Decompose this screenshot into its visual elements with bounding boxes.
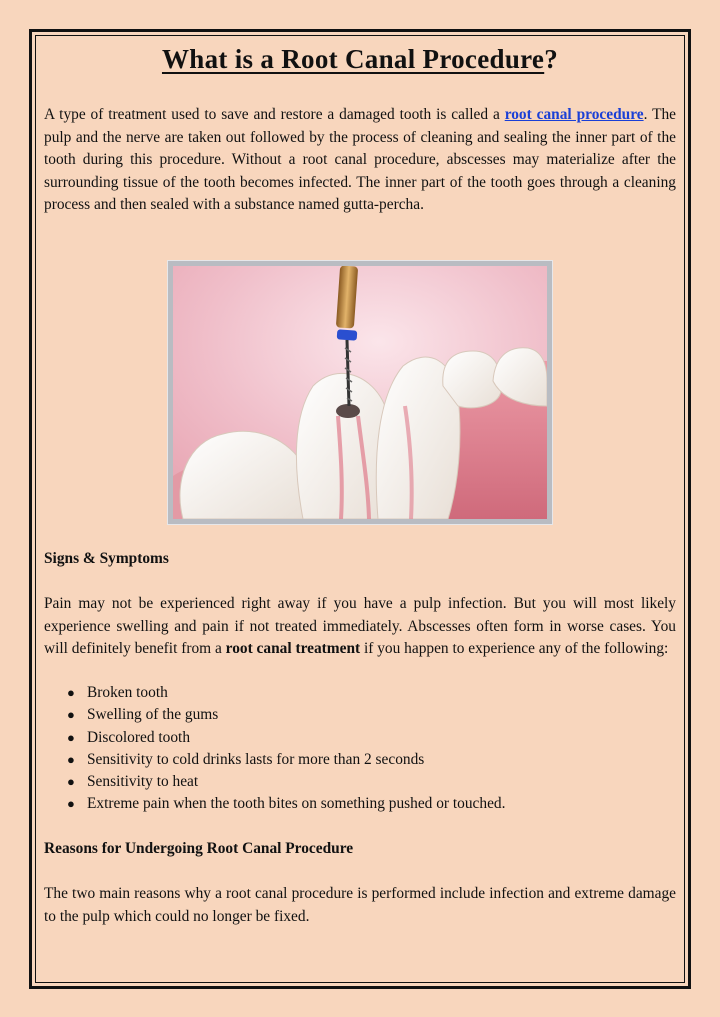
intro-paragraph — [44, 104, 676, 217]
list-item — [44, 771, 676, 793]
list-item-text: Swelling of the gums — [87, 706, 219, 724]
list-item — [44, 704, 676, 726]
file-stopper — [337, 329, 358, 340]
list-item-text: Discolored tooth — [87, 728, 191, 746]
list-item — [44, 727, 676, 749]
signs-text-before: Pain may not be experienced right away if you have a pulp infection. But you will most likely experience swelling and pain if not treated immediately. Abscesses often form in worse cases. You will definitely benefit from a — [44, 595, 676, 657]
root-canal-treatment-bold: root canal treatment — [225, 640, 361, 657]
page-title-main: What is a Root Canal Procedure — [161, 44, 545, 74]
root-canal-procedure-link[interactable]: root canal procedure — [504, 106, 644, 123]
signs-text-after: if you happen to experience any of the following: — [360, 640, 669, 657]
bullet-icon: ● — [67, 729, 75, 745]
symptoms-list — [44, 682, 676, 816]
bullet-icon: ● — [67, 774, 75, 790]
list-item-text: Sensitivity to cold drinks lasts for more than 2 seconds — [87, 750, 425, 768]
intro-text-before: A type of treatment used to save and restore a damaged tooth is called a — [44, 106, 505, 123]
reasons-paragraph: The two main reasons why a root canal procedure is performed include infection and extreme damage to the pulp which could no longer be fixed. — [44, 885, 676, 925]
bullet-icon: ● — [67, 751, 75, 767]
list-item-text: Broken tooth — [87, 684, 168, 701]
reasons-heading: Reasons for Undergoing Root Canal Procedure — [44, 840, 354, 857]
bullet-icon: ● — [67, 685, 75, 700]
signs-heading: Signs & Symptoms — [44, 550, 169, 567]
list-item — [44, 793, 676, 815]
list-item-text: Sensitivity to heat — [87, 773, 199, 791]
list-item-text: Extreme pain when the tooth bites on something pushed or touched. — [87, 795, 506, 813]
intro-text-after: . The pulp and the nerve are taken out followed by the process of cleaning and sealing the inner part of the tooth during this procedure. Without a root canal procedure, abscesses may materialize after the surrounding tissue of the tooth becomes infected. The inner part of the tooth goes through a cleaning process and then sealed with a substance named gutta-percha. — [44, 106, 676, 213]
tooth-drill-image — [173, 266, 547, 519]
bullet-icon: ● — [67, 796, 75, 812]
bullet-icon: ● — [67, 707, 75, 723]
page-title-suffix: ? — [544, 44, 559, 74]
list-item — [44, 682, 676, 704]
page-title — [44, 44, 676, 75]
access-cavity — [336, 404, 360, 418]
signs-paragraph — [44, 593, 676, 661]
root-canal-illustration — [168, 261, 552, 524]
list-item — [44, 749, 676, 771]
